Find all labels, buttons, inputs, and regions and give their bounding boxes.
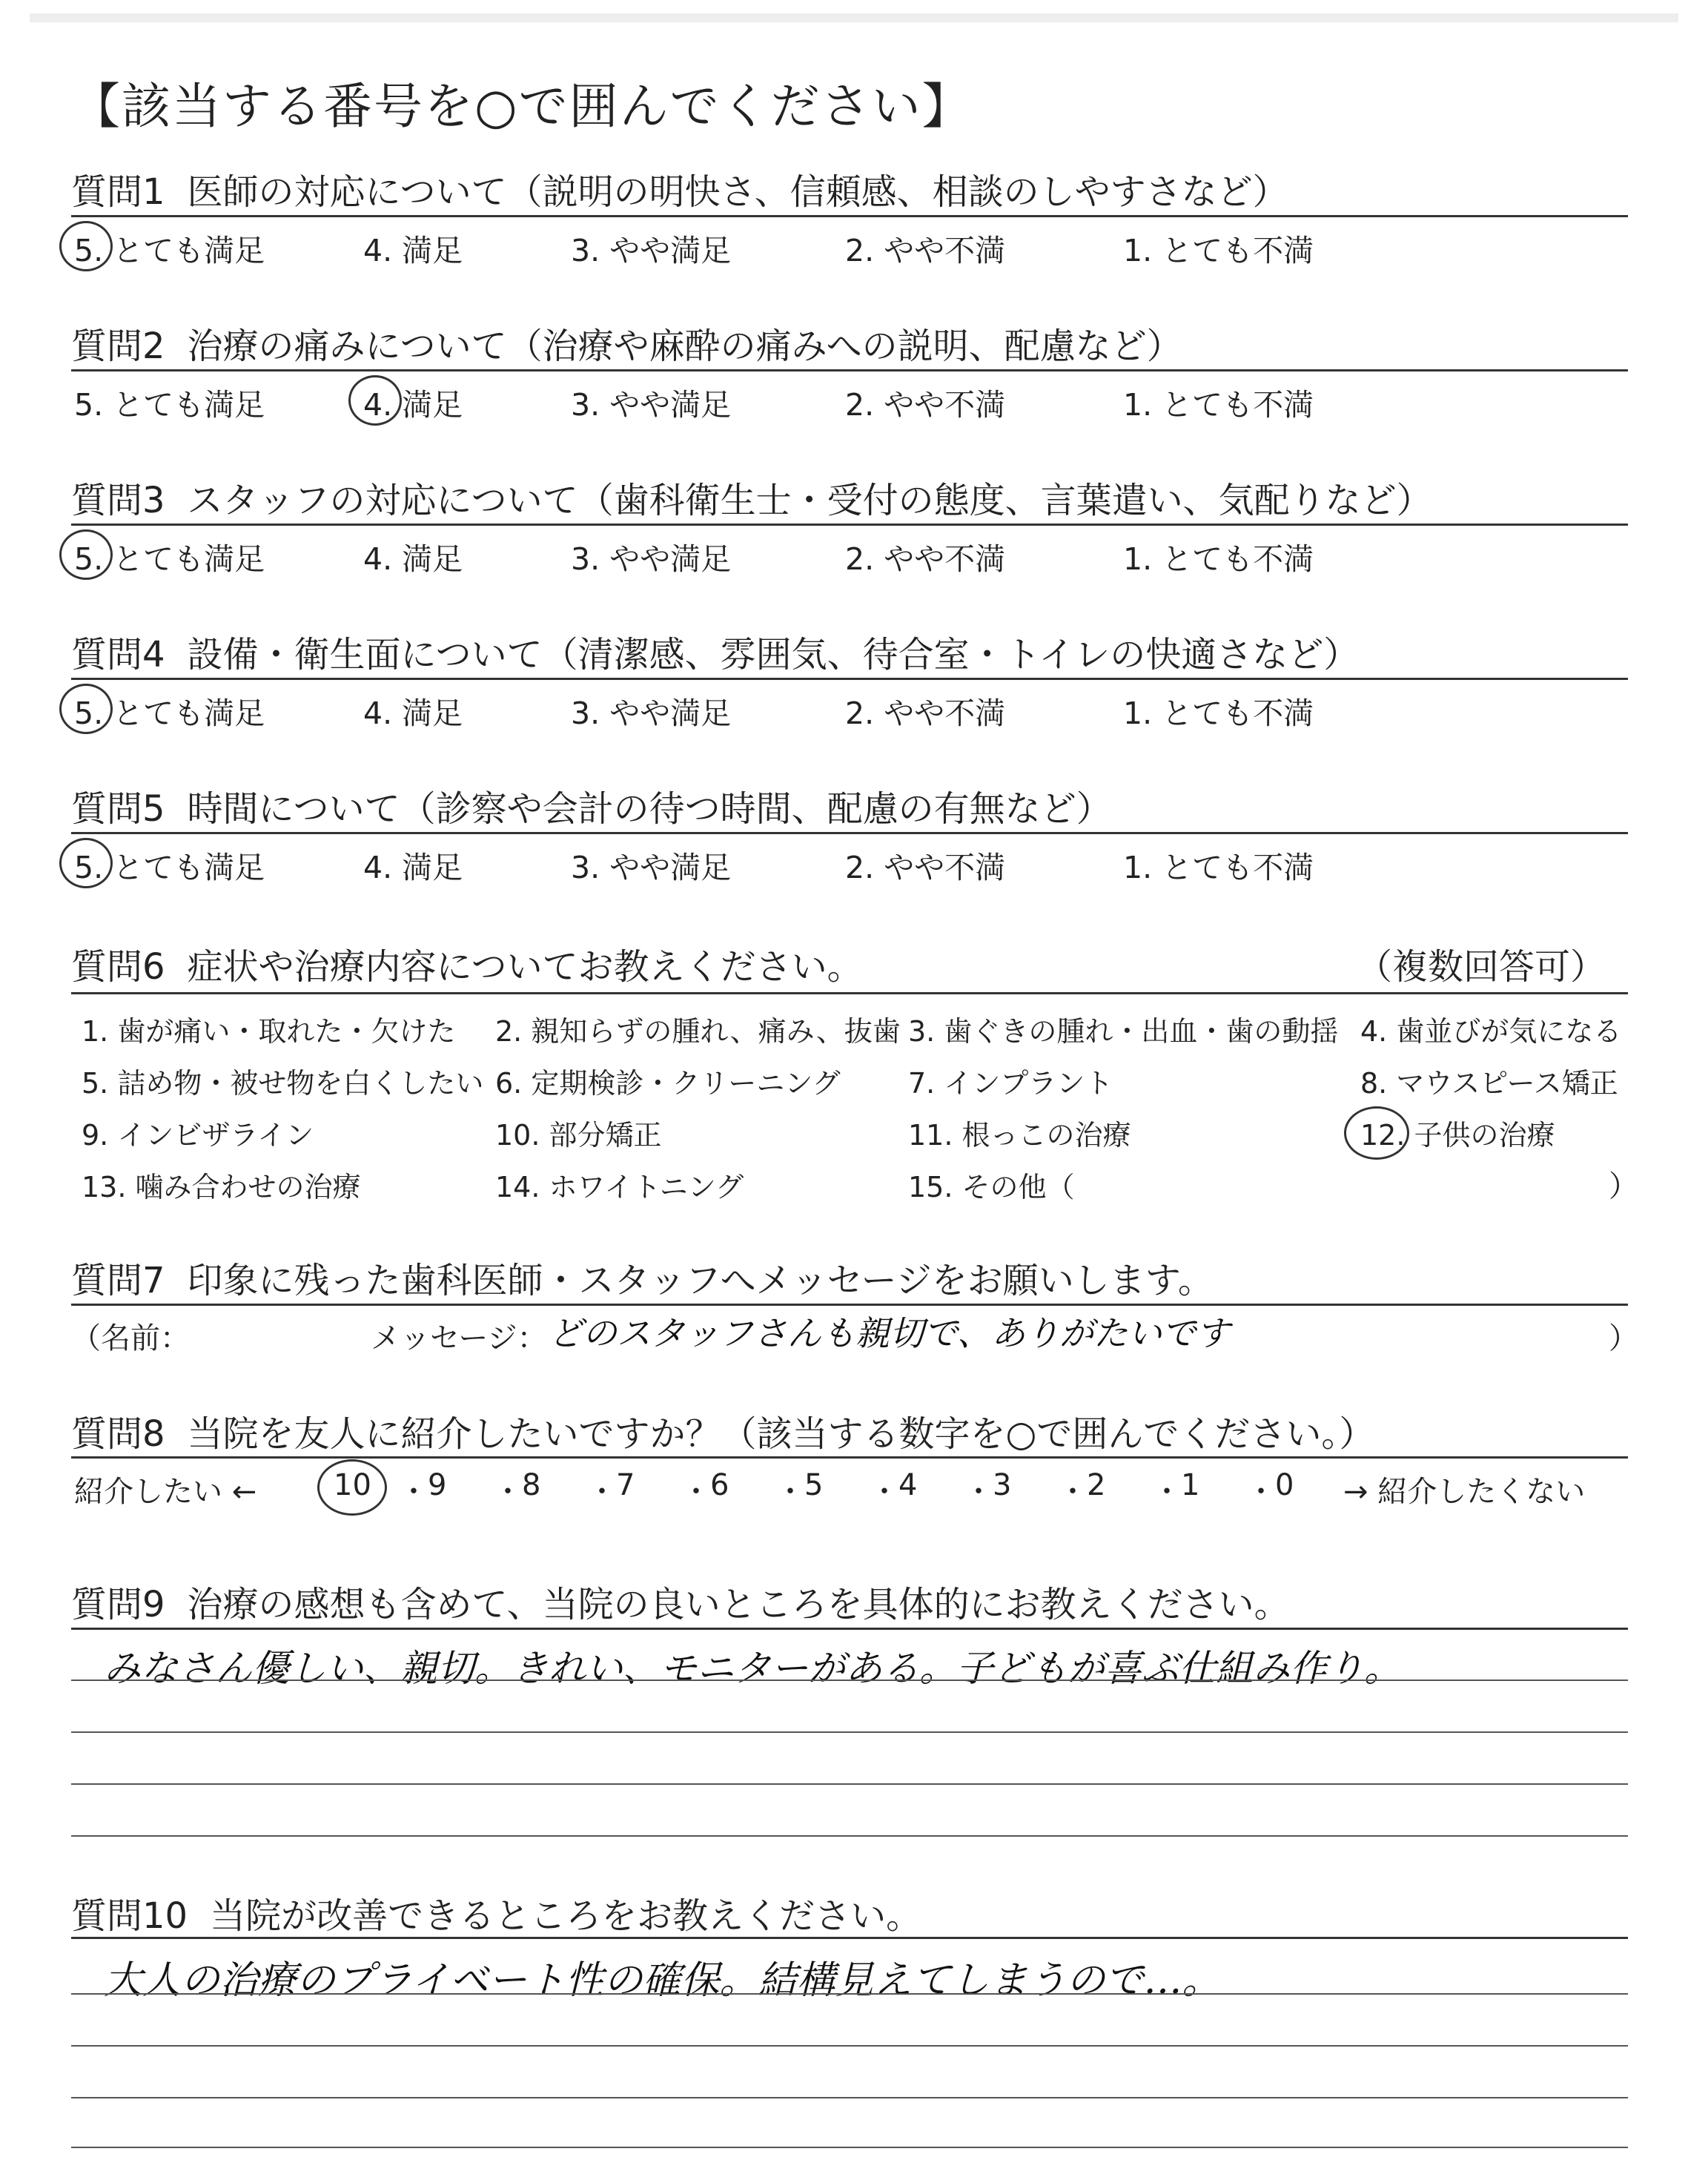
q5-rule bbox=[71, 832, 1628, 834]
q2-text: 治療の痛みについて（治療や麻酔の痛みへの説明、配慮など） bbox=[187, 326, 1182, 367]
q4-text: 設備・衛生面について（清潔感、雰囲気、待合室・トイレの快適さなど） bbox=[187, 634, 1360, 676]
q4-option-4: 4. 満足 bbox=[363, 696, 463, 731]
q8-title: 質問8 当院を友人に紹介したいですか？（該当する数字を○で囲んでください。） bbox=[71, 1413, 1375, 1455]
q7-message-handwritten: どのスタッフさんも親切で、ありがたいです bbox=[549, 1313, 1231, 1353]
scan-top-edge bbox=[30, 13, 1678, 22]
q8-scale-10: 10 bbox=[334, 1468, 371, 1502]
q6-item-1: 1. 歯が痛い・取れた・欠けた bbox=[82, 1015, 456, 1048]
q5-option-5: 5. とても満足 bbox=[74, 850, 265, 885]
q3-option-2: 2. やや不満 bbox=[845, 541, 1006, 577]
q8-scale-8: 8 bbox=[522, 1468, 541, 1502]
q1-text: 医師の対応について（説明の明快さ、信頼感、相談のしやすさなど） bbox=[187, 171, 1288, 213]
q8-scale-6: 6 bbox=[710, 1468, 729, 1502]
q8-scale-5: 5 bbox=[804, 1468, 824, 1502]
q1-title bbox=[71, 163, 1288, 214]
q4-option-5: 5. とても満足 bbox=[74, 696, 265, 731]
q8-scale-7: 7 bbox=[616, 1468, 635, 1502]
q4-option-2: 2. やや不満 bbox=[845, 696, 1006, 731]
q6-item-2: 2. 親知らずの腫れ、痛み、抜歯 bbox=[495, 1015, 901, 1048]
q10-line-3 bbox=[71, 2097, 1628, 2098]
q4-rule bbox=[71, 678, 1628, 680]
q2-option-3: 3. やや満足 bbox=[571, 387, 732, 423]
q10-line-2 bbox=[71, 2045, 1628, 2047]
q4-selected-circle bbox=[59, 684, 113, 734]
q6-item-13: 13. 噛み合わせの治療 bbox=[82, 1171, 361, 1203]
q3-option-1: 1. とても不満 bbox=[1123, 541, 1314, 577]
q4-option-1: 1. とても不満 bbox=[1123, 696, 1314, 731]
q9-title: 質問9 治療の感想も含めて、当院の良いところを具体的にお教えください。 bbox=[71, 1584, 1290, 1625]
q6-item-15: 15. その他（ bbox=[908, 1171, 1075, 1203]
q10-answer-handwritten: 大人の治療のプライベート性の確保。結構見えてしまうので…。 bbox=[104, 1958, 1221, 2003]
q8-scale-dot: ・ bbox=[775, 1475, 805, 1509]
q1-rule bbox=[71, 215, 1628, 217]
q8-left-label: 紹介したい ← bbox=[74, 1475, 257, 1509]
q8-scale-dot: ・ bbox=[1152, 1475, 1182, 1509]
q1-option-3: 3. やや満足 bbox=[571, 233, 732, 268]
q1-selected-circle bbox=[59, 221, 113, 271]
q9-line-2 bbox=[71, 1731, 1628, 1733]
q6-selected-circle bbox=[1344, 1106, 1409, 1160]
q6-title: 質問6 症状や治療内容についてお教えください。 bbox=[71, 946, 863, 988]
q8-scale-dot: ・ bbox=[399, 1475, 428, 1509]
q8-scale-2: 2 bbox=[1087, 1468, 1106, 1502]
q8-selected-circle bbox=[317, 1459, 387, 1516]
q10-rule bbox=[71, 1937, 1628, 1939]
q5-text: 時間について（診察や会計の待つ時間、配慮の有無など） bbox=[187, 788, 1112, 830]
q6-item-6: 6. 定期検診・クリーニング bbox=[495, 1067, 841, 1100]
q5-option-2: 2. やや不満 bbox=[845, 850, 1006, 885]
q8-scale-dot: ・ bbox=[493, 1475, 523, 1509]
q3-option-5: 5. とても満足 bbox=[74, 541, 265, 577]
q7-title: 質問7 印象に残った歯科医師・スタッフへメッセージをお願いします。 bbox=[71, 1260, 1214, 1301]
q10-line-4 bbox=[71, 2147, 1628, 2148]
q6-item-5: 5. 詰め物・被せ物を白くしたい bbox=[82, 1067, 484, 1100]
q1-option-2: 2. やや不満 bbox=[845, 233, 1006, 268]
q2-option-5: 5. とても満足 bbox=[74, 387, 265, 423]
q3-option-3: 3. やや満足 bbox=[571, 541, 732, 577]
q8-rule bbox=[71, 1456, 1628, 1459]
q8-scale-dot: ・ bbox=[964, 1475, 993, 1509]
q7-rule bbox=[71, 1304, 1628, 1306]
q6-item-3: 3. 歯ぐきの腫れ・出血・歯の動揺 bbox=[908, 1015, 1339, 1048]
q9-rule bbox=[71, 1628, 1628, 1630]
q1-option-5: 5. とても満足 bbox=[74, 233, 265, 268]
q8-scale-dot: ・ bbox=[587, 1475, 617, 1509]
q6-close-paren: ） bbox=[1609, 1169, 1638, 1203]
q8-scale-dot: ・ bbox=[1058, 1475, 1088, 1509]
q5-option-4: 4. 満足 bbox=[363, 850, 463, 885]
q7-name-label: （名前： bbox=[71, 1321, 190, 1355]
q2-title bbox=[71, 317, 1182, 369]
q6-item-11: 11. 根っこの治療 bbox=[908, 1119, 1131, 1152]
q8-scale-9: 9 bbox=[428, 1468, 447, 1502]
q4-number: 質問4 bbox=[71, 634, 165, 676]
q10-line-1 bbox=[71, 1993, 1628, 1995]
q6-item-7: 7. インプラント bbox=[908, 1067, 1113, 1100]
q6-item-14: 14. ホワイトニング bbox=[495, 1171, 744, 1203]
q3-option-4: 4. 満足 bbox=[363, 541, 463, 577]
q8-right-label: → 紹介したくない bbox=[1343, 1475, 1586, 1509]
q8-scale-dot: ・ bbox=[1246, 1475, 1276, 1509]
q5-number: 質問5 bbox=[71, 788, 165, 830]
q2-rule bbox=[71, 369, 1628, 371]
q5-title bbox=[71, 780, 1112, 831]
q5-option-3: 3. やや満足 bbox=[571, 850, 732, 885]
q9-line-4 bbox=[71, 1835, 1628, 1837]
q9-line-1 bbox=[71, 1680, 1628, 1681]
q5-option-1: 1. とても不満 bbox=[1123, 850, 1314, 885]
q4-title bbox=[71, 626, 1359, 677]
q3-selected-circle bbox=[59, 529, 113, 580]
q9-line-3 bbox=[71, 1783, 1628, 1785]
q6-item-4: 4. 歯並びが気になる bbox=[1360, 1015, 1622, 1048]
q8-scale-dot: ・ bbox=[870, 1475, 899, 1509]
page-title: 【該当する番号を○で囲んでください】 bbox=[71, 78, 973, 135]
q7-close-paren: ） bbox=[1609, 1321, 1638, 1355]
q2-number: 質問2 bbox=[71, 326, 165, 367]
q8-scale-4: 4 bbox=[898, 1468, 918, 1502]
q8-scale-0: 0 bbox=[1275, 1468, 1294, 1502]
q3-text: スタッフの対応について（歯科衛生士・受付の態度、言葉遣い、気配りなど） bbox=[187, 480, 1432, 521]
q1-option-4: 4. 満足 bbox=[363, 233, 463, 268]
q1-number: 質問1 bbox=[71, 171, 165, 213]
q1-option-1: 1. とても不満 bbox=[1123, 233, 1314, 268]
q6-item-12: 12. 子供の治療 bbox=[1360, 1119, 1555, 1152]
q6-item-8: 8. マウスピース矯正 bbox=[1360, 1067, 1618, 1100]
q8-scale-dot: ・ bbox=[681, 1475, 711, 1509]
q10-title: 質問10 当院が改善できるところをお教えください。 bbox=[71, 1895, 922, 1937]
q8-scale-3: 3 bbox=[993, 1468, 1012, 1502]
q5-selected-circle bbox=[59, 838, 113, 888]
q3-rule bbox=[71, 524, 1628, 526]
q7-message-label: メッセージ： bbox=[371, 1321, 547, 1355]
q6-item-9: 9. インビザライン bbox=[82, 1119, 314, 1152]
q3-number: 質問3 bbox=[71, 480, 165, 521]
q3-title bbox=[71, 472, 1432, 523]
q8-scale-1: 1 bbox=[1181, 1468, 1200, 1502]
q2-option-2: 2. やや不満 bbox=[845, 387, 1006, 423]
q4-option-3: 3. やや満足 bbox=[571, 696, 732, 731]
q6-rule bbox=[71, 992, 1628, 994]
q6-note: （複数回答可） bbox=[1357, 946, 1606, 988]
q2-option-4: 4. 満足 bbox=[363, 387, 463, 423]
q6-item-10: 10. 部分矯正 bbox=[495, 1119, 662, 1152]
q2-selected-circle bbox=[348, 375, 402, 426]
q9-answer-handwritten: みなさん優しい、親切。きれい、モニターがある。子どもが喜ぶ仕組み作り。 bbox=[104, 1647, 1401, 1690]
q2-option-1: 1. とても不満 bbox=[1123, 387, 1314, 423]
